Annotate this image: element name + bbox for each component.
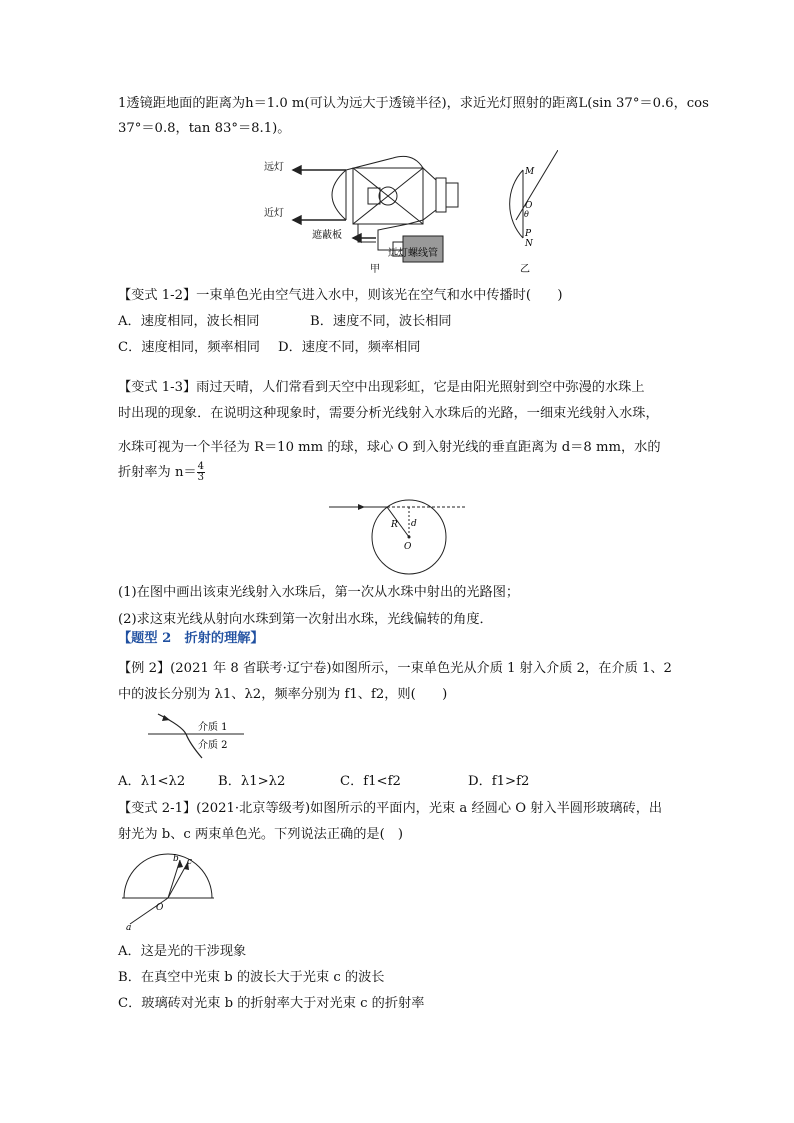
variant-1-3-question-1: (1)在图中画出该束光线射入水珠后，第一次从水珠中射出的光路图； xyxy=(118,585,520,600)
semicircle-glass-figure xyxy=(118,852,218,932)
variant-1-2-option-a: A．速度相同，波长相同 xyxy=(118,314,260,329)
variant-2-1-option-b: B．在真空中光束 b 的波长大于光束 c 的波长 xyxy=(118,970,385,985)
variant-1-3-question-2: (2)求这束光线从射向水珠到第一次射出水珠，光线偏转的角度． xyxy=(118,612,493,627)
variant-1-3-line-3: 水珠可视为一个半径为 R＝10 mm 的球，球心 O 到入射光线的垂直距离为 d＝8 mm，水的 xyxy=(118,440,661,455)
fig-label-d: d xyxy=(411,519,417,529)
near-light-label: 近灯 xyxy=(264,208,284,219)
variant-1-2-option-c: C．速度相同，频率相同 xyxy=(118,340,260,355)
refractive-index-text: 折射率为 n＝ xyxy=(118,465,197,480)
fig-label-a: a xyxy=(126,923,132,932)
water-droplet-figure xyxy=(325,495,470,575)
intro-line-1: 1透镜距地面的距离为h＝1.0 m(可认为远大于透镜半径)，求近光灯照射的距离L(sin 37°＝0.6，cos xyxy=(118,96,709,111)
fig-label-c: c xyxy=(187,857,193,867)
fraction-numerator: 4 xyxy=(197,461,204,472)
far-light-label: 远灯 xyxy=(264,162,284,173)
example-2-option-c: C．f1<f2 xyxy=(340,774,401,789)
example-2-option-a: A．λ1<λ2 xyxy=(118,774,186,789)
variant-2-1-line-2: 射光为 b、c 两束单色光。下列说法正确的是( ) xyxy=(118,827,404,842)
caption-jia: 甲 xyxy=(370,264,380,275)
variant-1-3-line-2: 时出现的现象．在说明这种现象时，需要分析光线射入水珠后的光路，一细束光线射入水珠， xyxy=(118,406,659,421)
caption-yi: 乙 xyxy=(520,264,530,275)
fig-label-b: b xyxy=(173,854,179,864)
fig-label-O: O xyxy=(156,903,164,913)
example-2-option-b: B．λ1>λ2 xyxy=(218,774,286,789)
medium-2-label: 介质 2 xyxy=(198,740,228,751)
medium-1-label: 介质 1 xyxy=(198,722,228,733)
variant-2-1-line-1: 【变式 2-1】(2021·北京等级考)如图所示的平面内，光束 a 经圆心 O 射入半圆形玻璃砖，出 xyxy=(118,801,663,816)
variant-1-2-option-d: D．速度不同，频率相同 xyxy=(278,340,421,355)
variant-1-2-stem: 【变式 1-2】一束单色光由空气进入水中，则该光在空气和水中传播时( ) xyxy=(118,288,563,303)
intro-line-2: 37°＝0.8，tan 83°＝8.1)。 xyxy=(118,121,291,136)
solenoid-label: 远灯螺线管 xyxy=(388,248,438,259)
variant-1-3-line-1: 【变式 1-3】雨过天晴，人们常看到天空中出现彩虹，它是由阳光照射到空中弥漫的水珠上 xyxy=(118,380,645,395)
variant-1-3-line-4 xyxy=(118,462,205,483)
point-M: M xyxy=(525,167,535,177)
variant-1-2-option-b: B．速度不同，波长相同 xyxy=(310,314,452,329)
headlamp-figure xyxy=(258,150,558,275)
shield-label: 遮蔽板 xyxy=(312,230,342,241)
point-P: P xyxy=(525,229,532,239)
example-2-line-2: 中的波长分别为 λ1、λ2，频率分别为 f1、f2，则( ) xyxy=(118,687,448,702)
fig-label-R: R xyxy=(391,520,398,530)
refractive-index-fraction xyxy=(197,462,205,483)
topic-2-heading: 【题型 2 折射的理解】 xyxy=(118,631,264,646)
example-2-line-1: 【例 2】(2021 年 8 省联考·辽宁卷)如图所示，一束单色光从介质 1 射入介质 2，在介质 1、2 xyxy=(118,661,672,676)
point-N: N xyxy=(525,239,533,249)
point-theta: θ xyxy=(524,210,529,219)
two-media-figure xyxy=(140,712,250,760)
fraction-denominator: 3 xyxy=(197,472,204,483)
variant-2-1-option-c: C．玻璃砖对光束 b 的折射率大于对光束 c 的折射率 xyxy=(118,996,425,1011)
fig-label-O: O xyxy=(404,542,412,552)
point-O: O xyxy=(525,201,533,211)
example-2-option-d: D．f1>f2 xyxy=(468,774,530,789)
variant-2-1-option-a: A．这是光的干涉现象 xyxy=(118,944,247,959)
